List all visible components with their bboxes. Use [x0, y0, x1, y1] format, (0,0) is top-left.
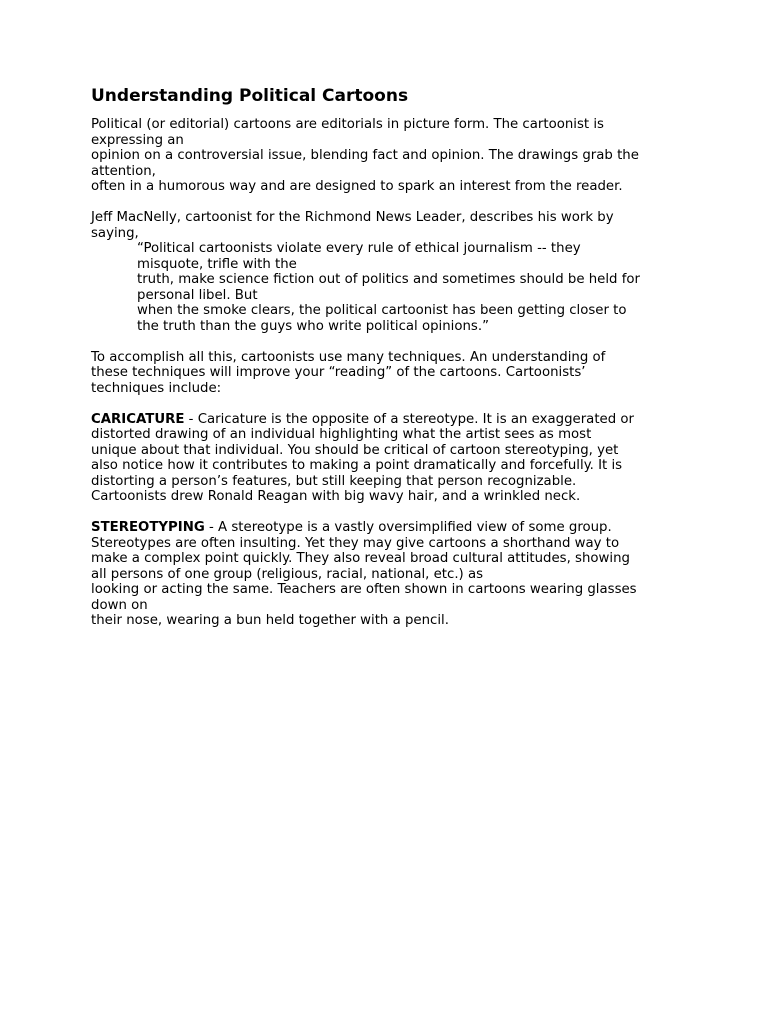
text-line	[91, 520, 691, 536]
text-line: also notice how it contributes to making a point dramatically and forcefully. It is	[91, 458, 623, 473]
text-line: saying,	[91, 225, 139, 241]
text-line	[91, 412, 691, 428]
stereotyping-term: STEREOTYPING	[91, 520, 205, 535]
text-line: Cartoonists drew Ronald Reagan with big wavy hair, and a wrinkled neck.	[91, 489, 581, 504]
stereotyping-paragraph	[91, 520, 691, 629]
quote-line: when the smoke clears, the political cartoonist has been getting closer to	[137, 303, 627, 318]
text-line: To accomplish all this, cartoonists use many techniques. An understanding of	[91, 349, 606, 365]
page-title: Understanding Political Cartoons	[91, 86, 409, 106]
macnelly-paragraph	[91, 210, 691, 241]
text-line: looking or acting the same. Teachers are often shown in cartoons wearing glasses	[91, 582, 637, 597]
text-line: all persons of one group (religious, racial, national, etc.) as	[91, 566, 484, 582]
quote-line: the truth than the guys who write political opinions.”	[137, 318, 489, 334]
paragraph-gap	[91, 396, 691, 412]
quote-line: personal libel. But	[137, 287, 258, 303]
quote-line: truth, make science fiction out of politics and sometimes should be held for	[137, 272, 640, 287]
text-line: often in a humorous way and are designed to spark an interest from the reader.	[91, 179, 623, 194]
caricature-definition-start: - Caricature is the opposite of a stereotype. It is an exaggerated or	[184, 411, 634, 427]
techniques-intro-paragraph	[91, 350, 691, 397]
stereotyping-definition-start: - A stereotype is a vastly oversimplified view of some group.	[204, 520, 612, 535]
text-line: Jeff MacNelly, cartoonist for the Richmond News Leader, describes his work by	[91, 210, 614, 225]
text-line: techniques include:	[91, 380, 222, 396]
text-line: these techniques will improve your “reading” of the cartoons. Cartoonists’	[91, 365, 586, 380]
paragraph-gap	[91, 195, 691, 211]
text-line: expressing an	[91, 132, 184, 148]
text-line: Stereotypes are often insulting. Yet they may give cartoons a shorthand way to	[91, 535, 620, 551]
quote-line: misquote, trifle with the	[137, 256, 297, 272]
text-line: unique about that individual. You should be critical of cartoon stereotyping, yet	[91, 442, 619, 458]
paragraph-gap	[91, 334, 691, 350]
caricature-term: CARICATURE	[91, 411, 185, 427]
text-line: make a complex point quickly. They also reveal broad cultural attitudes, showing	[91, 551, 630, 566]
caricature-paragraph	[91, 412, 691, 505]
document-page	[91, 86, 691, 629]
intro-paragraph	[91, 117, 691, 195]
text-line: down on	[91, 597, 148, 613]
paragraph-gap	[91, 505, 691, 521]
text-line: distorting a person’s features, but still keeping that person recognizable.	[91, 473, 577, 489]
block-quote	[91, 241, 691, 334]
text-line: distorted drawing of an individual highlighting what the artist sees as most	[91, 427, 592, 442]
text-line: Political (or editorial) cartoons are editorials in picture form. The cartoonist is	[91, 117, 604, 132]
text-line: their nose, wearing a bun held together with a pencil.	[91, 613, 449, 628]
quote-line: “Political cartoonists violate every rule of ethical journalism -- they	[137, 241, 581, 256]
text-line: opinion on a controversial issue, blending fact and opinion. The drawings grab the	[91, 148, 639, 163]
text-line: attention,	[91, 163, 156, 179]
